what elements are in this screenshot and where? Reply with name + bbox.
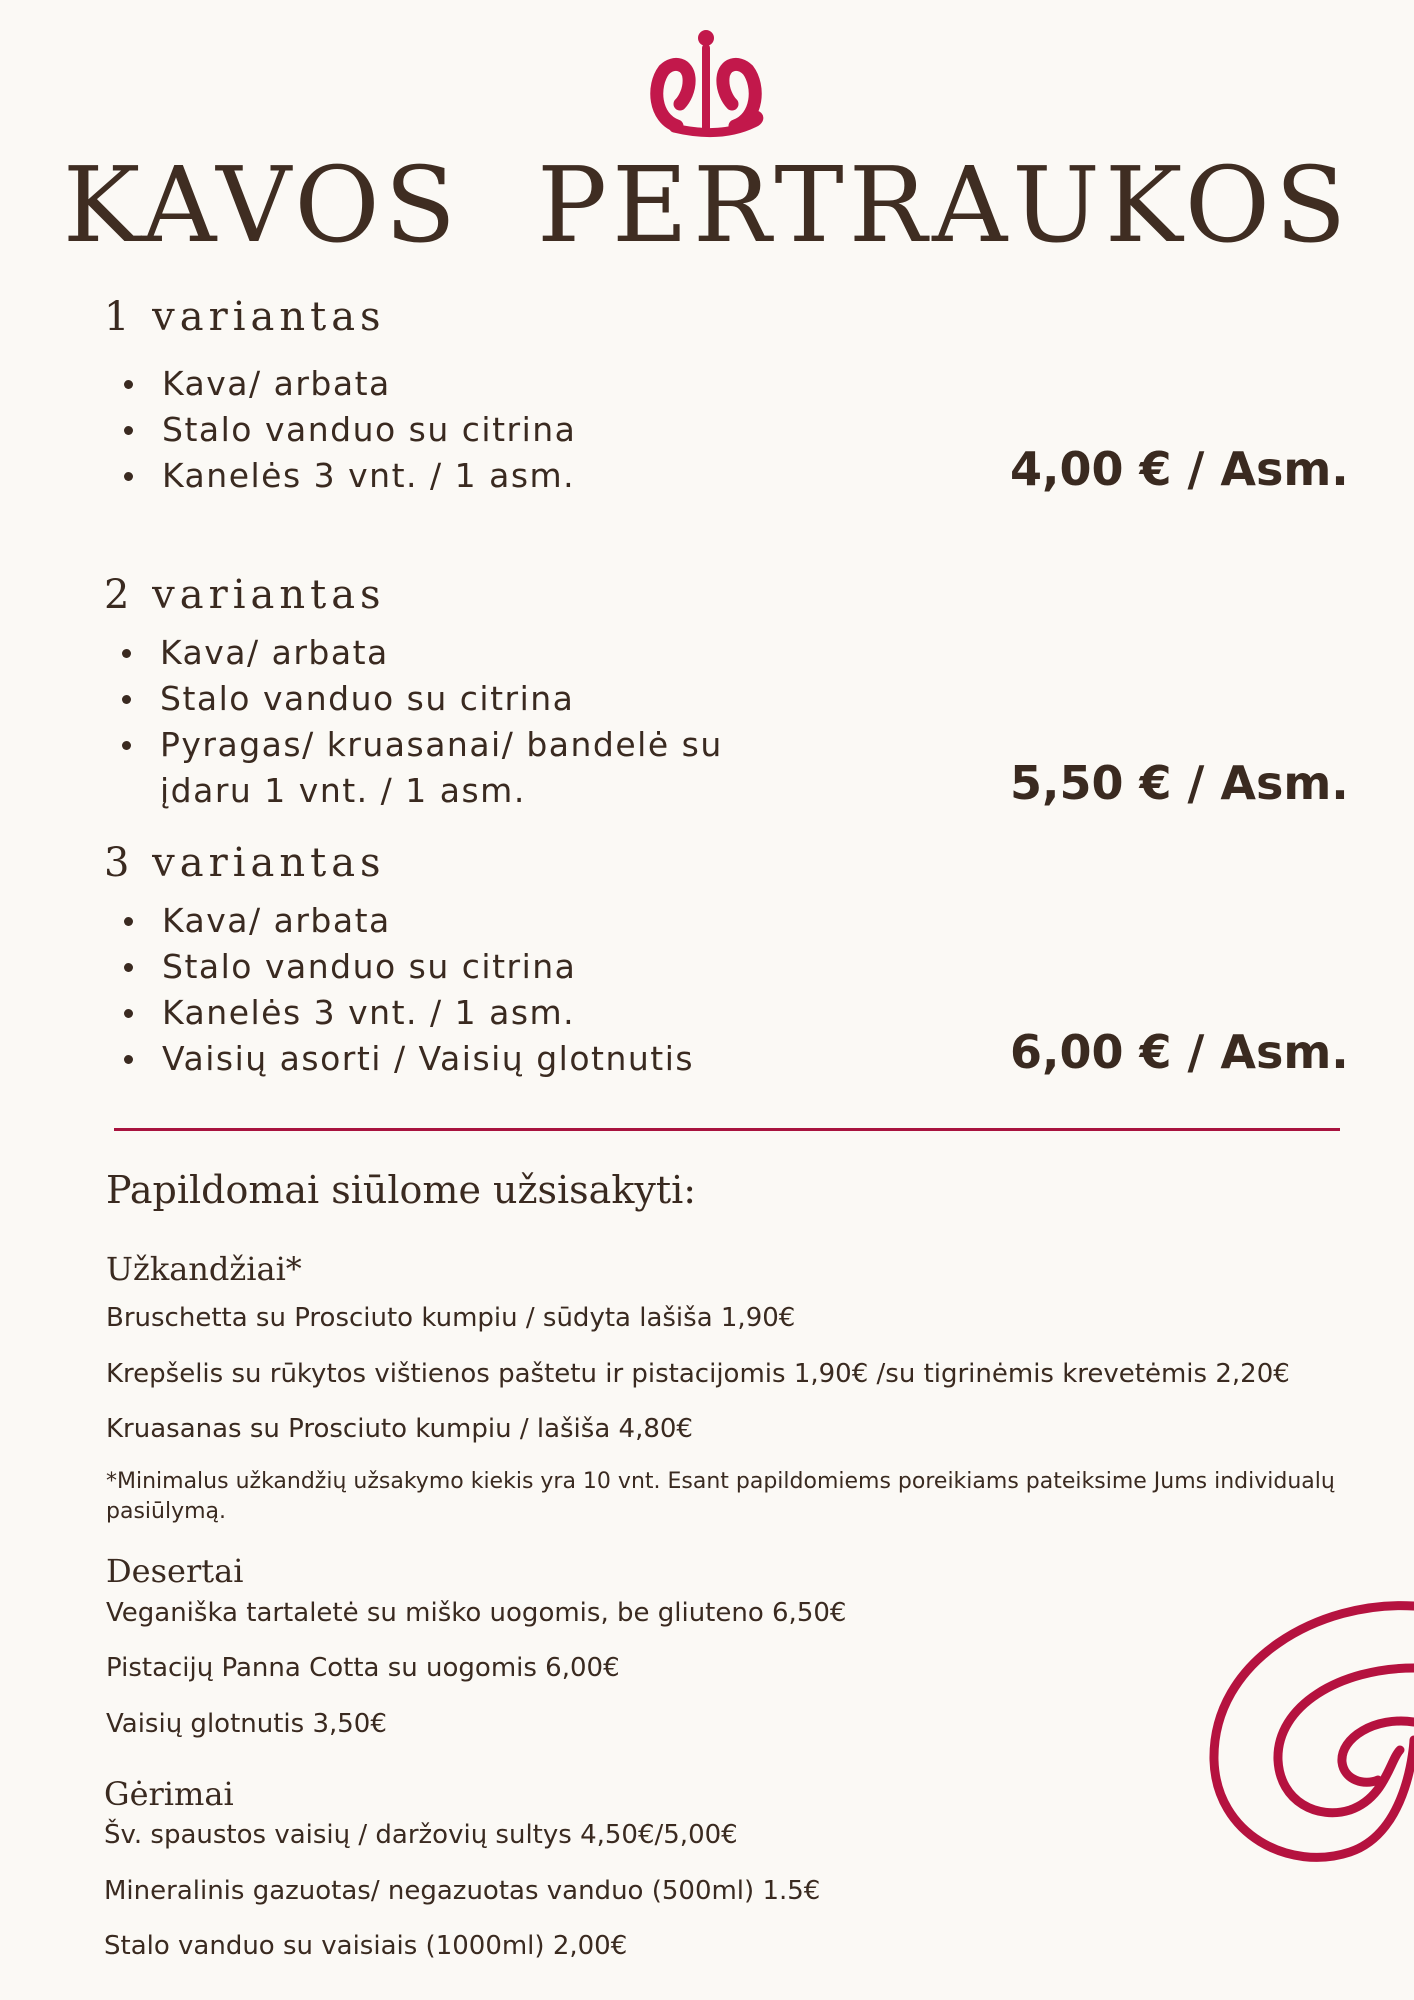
section-title-drinks: Gėrimai: [104, 1775, 234, 1813]
list-item: Pyragas/ kruasanai/ bandelė su: [102, 722, 723, 768]
spiral-icon: [1200, 1590, 1414, 1870]
variant-title: 2 variantas: [104, 572, 386, 618]
page-title: KAVOS PERTRAUKOS: [62, 144, 1352, 266]
list-item: Stalo vanduo su citrina: [104, 407, 576, 453]
list-item: Vaisių asorti / Vaisių glotnutis: [104, 1036, 694, 1082]
menu-line: Vaisių glotnutis 3,50€: [106, 1709, 387, 1739]
crown-icon: [644, 26, 768, 144]
menu-line: Mineralinis gazuotas/ negazuotas vanduo (500ml) 1.5€: [104, 1876, 821, 1906]
menu-line: Veganiška tartaletė su miško uogomis, be gliuteno 6,50€: [106, 1598, 847, 1628]
section-title-desserts: Desertai: [106, 1552, 244, 1590]
list-item: Kava/ arbata: [104, 898, 694, 944]
menu-line: Šv. spaustos vaisių / daržovių sultys 4,50€/5,00€: [104, 1820, 738, 1850]
list-item: Stalo vanduo su citrina: [102, 676, 723, 722]
extras-heading: Papildomai siūlome užsisakyti:: [106, 1168, 697, 1212]
list-item: Kava/ arbata: [104, 361, 576, 407]
variant-items: [102, 630, 723, 768]
list-item-continuation: įdaru 1 vnt. / 1 asm.: [160, 771, 526, 810]
footnote: *Minimalus užkandžių užsakymo kiekis yra 10 vnt. Esant papildomiems poreikiams pateiksime Jums individualų pasiūlymą.: [106, 1469, 1335, 1524]
variant-items: [104, 898, 694, 1082]
list-item: Kanelės 3 vnt. / 1 asm.: [104, 990, 694, 1036]
list-item: Kava/ arbata: [102, 630, 723, 676]
variant-price: 4,00 € / Asm.: [1010, 442, 1349, 496]
variant-items: [104, 361, 576, 499]
variant-title: 1 variantas: [104, 294, 386, 340]
list-item: Kanelės 3 vnt. / 1 asm.: [104, 453, 576, 499]
menu-line: Bruschetta su Prosciuto kumpiu / sūdyta lašiša 1,90€: [106, 1303, 796, 1333]
variant-price: 6,00 € / Asm.: [1010, 1025, 1349, 1079]
menu-line: Stalo vanduo su vaisiais (1000ml) 2,00€: [104, 1931, 628, 1961]
variant-title: 3 variantas: [104, 840, 386, 886]
menu-line: Krepšelis su rūkytos vištienos paštetu ir pistacijomis 1,90€ /su tigrinėmis krevetėmis 2,20€: [106, 1359, 1290, 1389]
menu-line: Pistacijų Panna Cotta su uogomis 6,00€: [106, 1653, 620, 1683]
divider: [114, 1128, 1340, 1131]
menu-line: Kruasanas su Prosciuto kumpiu / lašiša 4,80€: [106, 1414, 693, 1444]
list-item: Stalo vanduo su citrina: [104, 944, 694, 990]
section-title-snacks: Užkandžiai*: [106, 1250, 302, 1288]
variant-price: 5,50 € / Asm.: [1010, 756, 1349, 810]
